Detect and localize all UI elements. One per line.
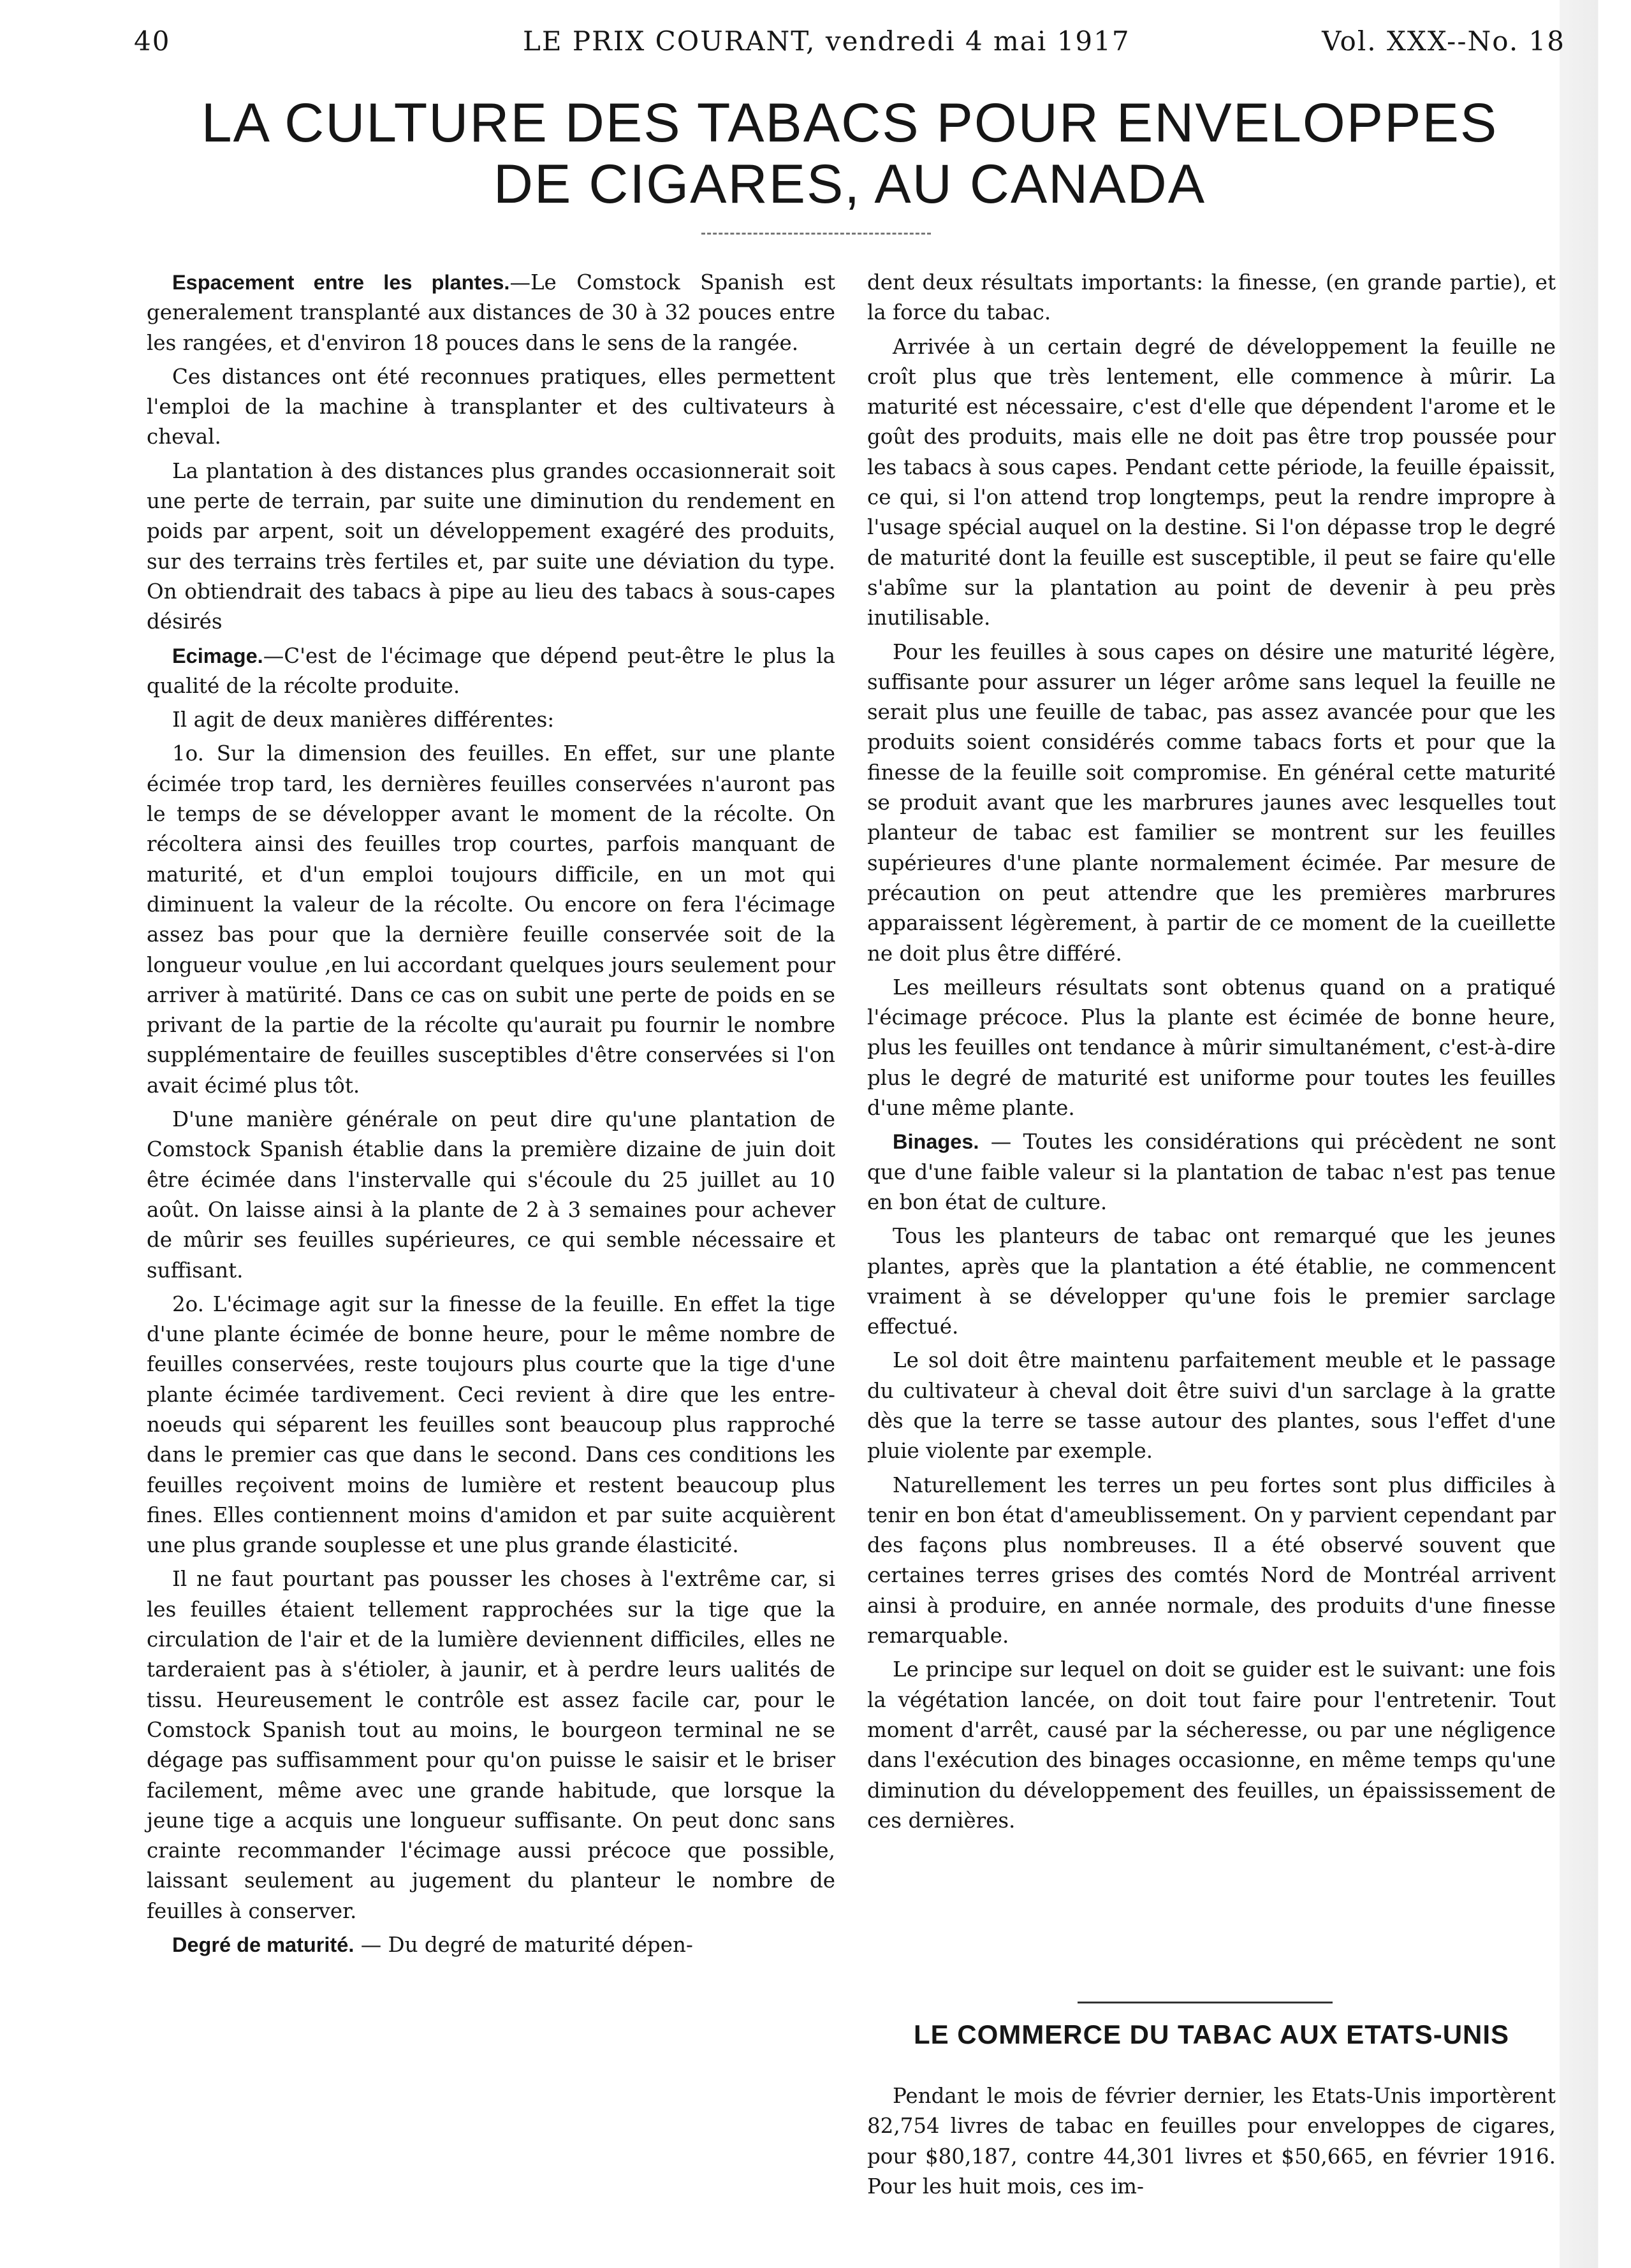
paragraph [867, 1127, 1556, 1218]
paragraph [147, 739, 835, 1101]
paragraph [147, 641, 835, 702]
volume-number: Vol. XXX--No. 18 [1322, 25, 1565, 57]
paragraph-text: Le principe sur lequel on doit se guider est le suivant: une fois la végétation lancée, on doit tout faire pour l'entretenir. Tout moment d'arrêt, causé par la sécheresse, ou par une négligence dans l'exécution des binages occasionne, en même temps qu'une diminution du développement des feuilles, un épaississement de ces dernières. [867, 1657, 1556, 1833]
paragraph-text: 2o. L'écimage agit sur la finesse de la feuille. En effet la tige d'une plante écimée de bonne heure, pour le même nombre de feuilles conservées, reste toujours plus courte que la tige d'une plante écimée tardivement. Ceci revient à dire que les entre-noeuds qui séparent les feuilles sont beaucoup plus rapproché dans le premier cas que dans le second. Dans ces conditions les feuilles reçoivent moins de lumière et restent beaucoup plus fines. Elles contiennent moins d'amidon et par suite acquièrent une plus grande souplesse et une plus grande élasticité. [147, 1291, 835, 1558]
paragraph [147, 268, 835, 358]
paragraph [867, 1221, 1556, 1342]
paragraph [867, 1346, 1556, 1466]
article-title-line-1: LA CULTURE DES TABACS POUR ENVELOPPES [201, 92, 1498, 154]
section-divider [1078, 2002, 1333, 2003]
paragraph-text: Tous les planteurs de tabac ont remarqué que les jeunes plantes, après que la plantation a été établie, ne commencent vraiment à se développer qu'une fois le premier sarclage effectué. [867, 1224, 1556, 1339]
paragraph-text: Le sol doit être maintenu parfaitement meuble et le passage du cultivateur à cheval doit être suivi d'un sarclage à la gratte dès que la terre se tasse autour des plantes, sous l'effet d'une pluie violente par exemple. [867, 1348, 1556, 1464]
title-divider [701, 233, 931, 235]
paragraph [147, 1105, 835, 1286]
paragraph [867, 1655, 1556, 1836]
paragraph-text: La plantation à des distances plus grandes occasionnerait soit une perte de terrain, par suite une diminution du rendement en poids par arpent, soit un développement exagéré des produits, sur des terrains très fertiles et, par suite une déviation du type. On obtiendrait des tabacs à pipe au lieu des tabacs à sous-capes désirés [147, 458, 835, 634]
paragraph-text: Les meilleurs résultats sont obtenus quand on a pratiqué l'écimage précoce. Plus la plante est écimée de bonne heure, plus les feuilles ont tendance à mûrir simultanément, c'est-à-dire plus le degré de maturité est uniforme pour toutes les feuilles d'une même plante. [867, 975, 1556, 1121]
section-title: LE COMMERCE DU TABAC AUX ETATS-UNIS [913, 2019, 1510, 2049]
page-number: 40 [134, 25, 171, 57]
paragraph-heading: Ecimage. [172, 644, 263, 667]
paragraph [867, 268, 1556, 328]
paragraph-text: Il agit de deux manières différentes: [172, 708, 555, 732]
paragraph-text: Arrivée à un certain degré de développement la feuille ne croît plus que très lentement, elle commence à mûrir. La maturité est nécessaire, c'est d'elle que dépendent l'arome et le goût des produits, mais elle ne doit pas être trop poussée pour les tabacs à sous capes. Pendant cette période, la feuille épaissit, ce qui, si l'on attend trop longtemps, peut la rendre impropre à l'usage spécial auquel on la destine. Si l'on dépasse trop le degré de maturité dont la feuille est susceptible, il peut se faire qu'elle s'abîme sur la plantation au point de devenir à peu près inutilisable. [867, 334, 1556, 630]
publication-line: LE PRIX COURANT, vendredi 4 mai 1917 [523, 25, 1130, 57]
article-title-line-2: DE CIGARES, AU CANADA [493, 154, 1206, 215]
paragraph [147, 1290, 835, 1561]
article-title [134, 92, 1565, 215]
paragraph-text: Pour les feuilles à sous capes on désire une maturité légère, suffisante pour assurer un léger arôme sans lequel la feuille ne serait plus une feuille de tabac, pas assez avancée pour que les produits soient considérés comme tabacs forts et pour que la finesse de la feuille soit compromise. En général cette maturité se produit avant que les marbrures jaunes avec lesquelles tout planteur de tabac est familier se montrent sur les feuilles supérieures d'une plante normalement écimée. Par mesure de précaution on peut attendre que les premières marbrures apparaissent légèrement, à partir de ce moment de la cueillette ne doit plus être différé. [867, 639, 1556, 966]
paragraph [867, 332, 1556, 634]
paragraph-text: 1o. Sur la dimension des feuilles. En effet, sur une plante écimée trop tard, les dernières feuilles conservées n'auront pas le temps de se développer avant le moment de la récolte. On récoltera ainsi des feuilles trop courtes, parfois manquant de maturité, et d'un emploi toujours difficile, en un mot qui diminuent la valeur de la récolte. Ou encore on fera l'écimage assez bas pour que la dernière feuille conservée soit de la longueur voulue ,en lui accordant quelques jours seulement pour arriver à matürité. Dans ce cas on subit une perte de poids en se privant de la partie de la récolte qu'aurait pu fournir le nombre supplémentaire de feuilles susceptibles d'être conservées si l'on avait écimé plus tôt. [147, 741, 835, 1098]
paragraph-heading: Espacement entre les plantes. [172, 271, 510, 294]
paragraph-text: Naturellement les terres un peu fortes sont plus difficiles à tenir en bon état d'ameublissement. On y parvient cependant par des façons plus nombreuses. Il a été observé souvent que certaines terres grises des comtés Nord de Montréal arrivent ainsi à produire, en année normale, des produits d'une finesse remarquable. [867, 1472, 1556, 1648]
paragraph [147, 705, 835, 735]
section-body [867, 2081, 1556, 2202]
paragraph [867, 637, 1556, 969]
paragraph-text: dent deux résultats importants: la finesse, (en grande partie), et la force du tabac. [867, 270, 1556, 325]
paragraph-text: D'une manière générale on peut dire qu'une plantation de Comstock Spanish établie dans la première dizaine de juin doit être écimée dans l'instervalle qui s'écoule du 25 juillet au 10 août. On laisse ainsi à la plante de 2 à 3 semaines pour achever de mûrir ses feuilles supérieures, ce qui semble nécessaire et suffisant. [147, 1107, 835, 1283]
paragraph [867, 973, 1556, 1123]
right-column [867, 268, 1556, 1840]
paragraph-heading: Binages. [893, 1130, 979, 1154]
section-paragraph: Pendant le mois de février dernier, les Etats-Unis importèrent 82,754 livres de tabac en feuilles pour enveloppes de cigares, pour $80,187, contre 44,301 livres et $50,665, en février 1916. Pour les huit mois, ces im- [867, 2084, 1556, 2199]
paragraph [867, 1471, 1556, 1652]
paragraph-text: —C'est de l'écimage que dépend peut-être le plus la qualité de la récolte produite. [147, 643, 835, 698]
paragraph [147, 456, 835, 637]
paragraph-text: — Toutes les considérations qui précèdent ne sont que d'une faible valeur si la plantation de tabac n'est pas tenue en bon état de culture. [867, 1130, 1556, 1214]
left-column [147, 268, 835, 1964]
paragraph [147, 1564, 835, 1926]
paragraph-heading: Degré de maturité. [172, 1933, 355, 1957]
page-header [134, 25, 1565, 64]
paragraph-text: Ces distances ont été reconnues pratiques, elles permettent l'emploi de la machine à transplanter et des cultivateurs à cheval. [147, 364, 835, 449]
paragraph-text: — Du degré de maturité dépen- [354, 1933, 693, 1958]
paragraph-text: Il ne faut pourtant pas pousser les choses à l'extrême car, si les feuilles étaient tellement rapprochées sur la tige que la circulation de l'air et de la lumière deviennent difficiles, elles ne tarderaient pas à s'étioler, à jaunir, et à perdre leurs ualités de tissu. Heureusement le contrôle est assez facile car, pour le Comstock Spanish tout au moins, le bourgeon terminal ne se dégage pas suffisamment pour qu'on puisse le saisir et le briser facilement, même avec une grande habitude, que lorsque la jeune tige a acquis une longueur suffisante. On peut donc sans crainte recommander l'écimage aussi précoce que possible, laissant seulement au jugement du planteur le nombre de feuilles à conserver. [147, 1567, 835, 1923]
page-edge-shadow [1560, 0, 1631, 2268]
paragraph-text: —Le Comstock Spanish est generalement transplanté aux distances de 30 à 32 pouces entre les rangées, et d'environ 18 pouces dans le sens de la rangée. [147, 270, 835, 355]
paragraph [147, 362, 835, 453]
paragraph [147, 1930, 835, 1960]
